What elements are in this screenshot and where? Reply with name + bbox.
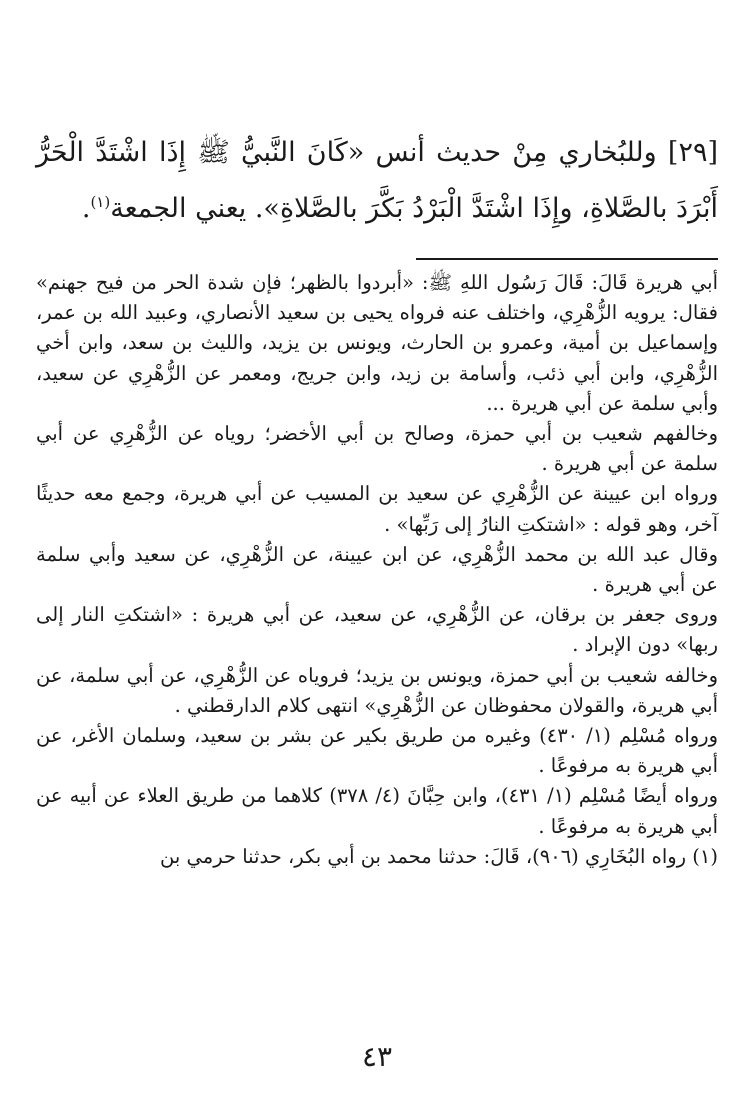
footnote-paragraph-7: ورواه مُسْلِم (١/ ٤٣٠) وغيره من طريق بكير عن بشر بن سعيد، وسلمان الأغر، عن أبي هريرة به مرفوعًا .	[36, 724, 718, 778]
footnote-paragraph-8: ورواه أيضًا مُسْلِم (١/ ٤٣١)، وابن حِبَّانَ (٤/ ٣٧٨) كلاهما من طريق العلاء عن أبيه عن أبي هريرة به مرفوعًا .	[36, 784, 718, 838]
footnote-marker: (١)	[90, 193, 111, 211]
footnotes-section	[36, 268, 718, 872]
main-text-body: [٢٩] وللبُخاري مِنْ حديث أنس «كَانَ النَّبيُّ ﷺ إِذَا اشْتَدَّ الْحَرُّ أَبْرَدَ بالصَّلاةِ، وإِذَا اشْتَدَّ الْبَرْدُ بَكَّرَ بالصَّلاةِ». يعني الجمعة	[36, 137, 718, 224]
footnote-paragraph-9: (١) رواه البُخَارِي (٩٠٦)، قَالَ: حدثنا محمد بن أبي بكر، حدثنا حرمي بن	[160, 844, 718, 868]
main-hadith-text: [٢٩] وللبُخاري مِنْ حديث أنس «كَانَ النَّبيُّ ﷺ إِذَا اشْتَدَّ الْحَرُّ أَبْرَدَ بالصَّلاةِ، وإِذَا اشْتَدَّ الْبَرْدُ بَكَّرَ بالصَّلاةِ». يعني الجمعة$^{(١)}$.	[36, 137, 718, 224]
footnote-paragraph-2: وخالفهم شعيب بن أبي حمزة، وصالح بن أبي الأخضر؛ روياه عن الزُّهْرِي عن أبي سلمة عن أبي هريرة .	[36, 422, 718, 476]
footnote-paragraph-6: وخالفه شعيب بن أبي حمزة، ويونس بن يزيد؛ فروياه عن الزُّهْرِي، عن أبي سلمة، عن أبي هريرة، والقولان محفوظان عن الزُّهْرِي» انتهى كلام الدارقطني .	[36, 663, 718, 717]
page-number: ٤٣	[361, 1040, 393, 1073]
footnote-paragraph-3: ورواه ابن عيينة عن الزُّهْرِي عن سعيد بن المسيب عن أبي هريرة، وجمع معه حديثًا آخر، وهو قوله : «اشتكتِ النارُ إلى رَبِّها» .	[36, 482, 718, 536]
footnote-separator	[416, 258, 718, 260]
footnote-paragraph-1: أبي هريرة قَالَ: قَالَ رَسُول اللهِ ﷺ: «أبردوا بالظهر؛ فإن شدة الحر من فيح جهنم» فقال: يرويه الزُّهْرِي، واختلف عنه فرواه يحيى بن سعيد الأنصاري، وعبيد الله بن عمر، وإسماعيل بن أمية، وعمرو بن الحارث، ويونس بن يزيد، والليث بن سعد، وابن أخي الزُّهْرِي، وابن أبي ذئب، وأسامة بن زيد، وابن جريج، ومعمر عن الزُّهْرِي عن سعيد، وأبي سلمة عن أبي هريرة ...	[36, 271, 718, 415]
footnote-paragraph-4: وقال عبد الله بن محمد الزُّهْرِي، عن ابن عيينة، عن الزُّهْرِي، عن سعيد وأبي سلمة عن أبي هريرة .	[36, 542, 718, 597]
footnote-paragraph-5: وروى جعفر بن برقان، عن الزُّهْرِي، عن سعيد، عن أبي هريرة : «اشتكتِ النار إلى ربها» دون الإبراد .	[36, 603, 718, 657]
